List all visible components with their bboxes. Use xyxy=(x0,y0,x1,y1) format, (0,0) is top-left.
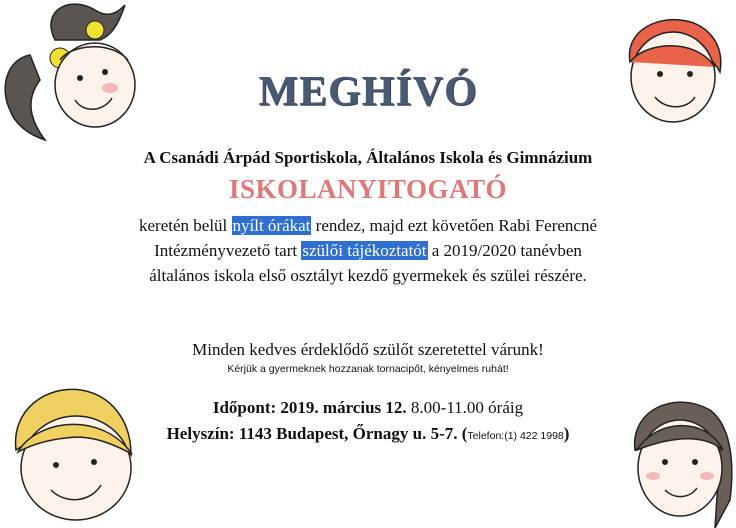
location-close-paren: ) xyxy=(563,424,570,443)
highlight-parent-briefing: szülői tájékoztatót xyxy=(302,241,427,260)
body-line-1 xyxy=(0,216,736,236)
welcome-text: Minden kedves érdeklődő szülőt szeretettel várunk! xyxy=(192,340,544,359)
school-name: A Csanádi Árpád Sportiskola, Általános Iskola és Gimnázium xyxy=(143,148,593,167)
location-line xyxy=(0,424,736,444)
date-label: Időpont: 2019. március 12. xyxy=(212,398,407,417)
time-range: 8.00-11.00 óráig xyxy=(410,398,524,417)
date-time-line xyxy=(0,398,736,418)
phone-number: Telefon:(1) 422 1998 xyxy=(467,430,564,442)
body-line-2 xyxy=(0,241,736,261)
line1-text-a: keretén belül xyxy=(139,216,228,235)
line2-text-a: Intézményvezető tart xyxy=(154,241,298,260)
highlight-open-lessons: nyílt órákat xyxy=(232,216,311,235)
invitation-title: MEGHÍVÓ xyxy=(258,69,478,115)
clothing-note: Kérjük a gyermeknek hozzanak tornacipőt, kényelmes ruhát! xyxy=(227,363,509,375)
line2-text-c: tanévben xyxy=(520,241,582,260)
line2-text-b: a 2019/2020 xyxy=(431,241,517,260)
location-label: Helyszín: 1143 Budapest, Őrnagy u. 5-7. ( xyxy=(166,424,468,443)
line1-text-b: rendez, majd ezt követően Rabi Ferencné xyxy=(315,216,597,235)
body-line-3: általános iskola első osztályt kezdő gyermekek és szülei részére. xyxy=(149,266,587,285)
event-name: ISKOLANYITOGATÓ xyxy=(228,174,508,204)
